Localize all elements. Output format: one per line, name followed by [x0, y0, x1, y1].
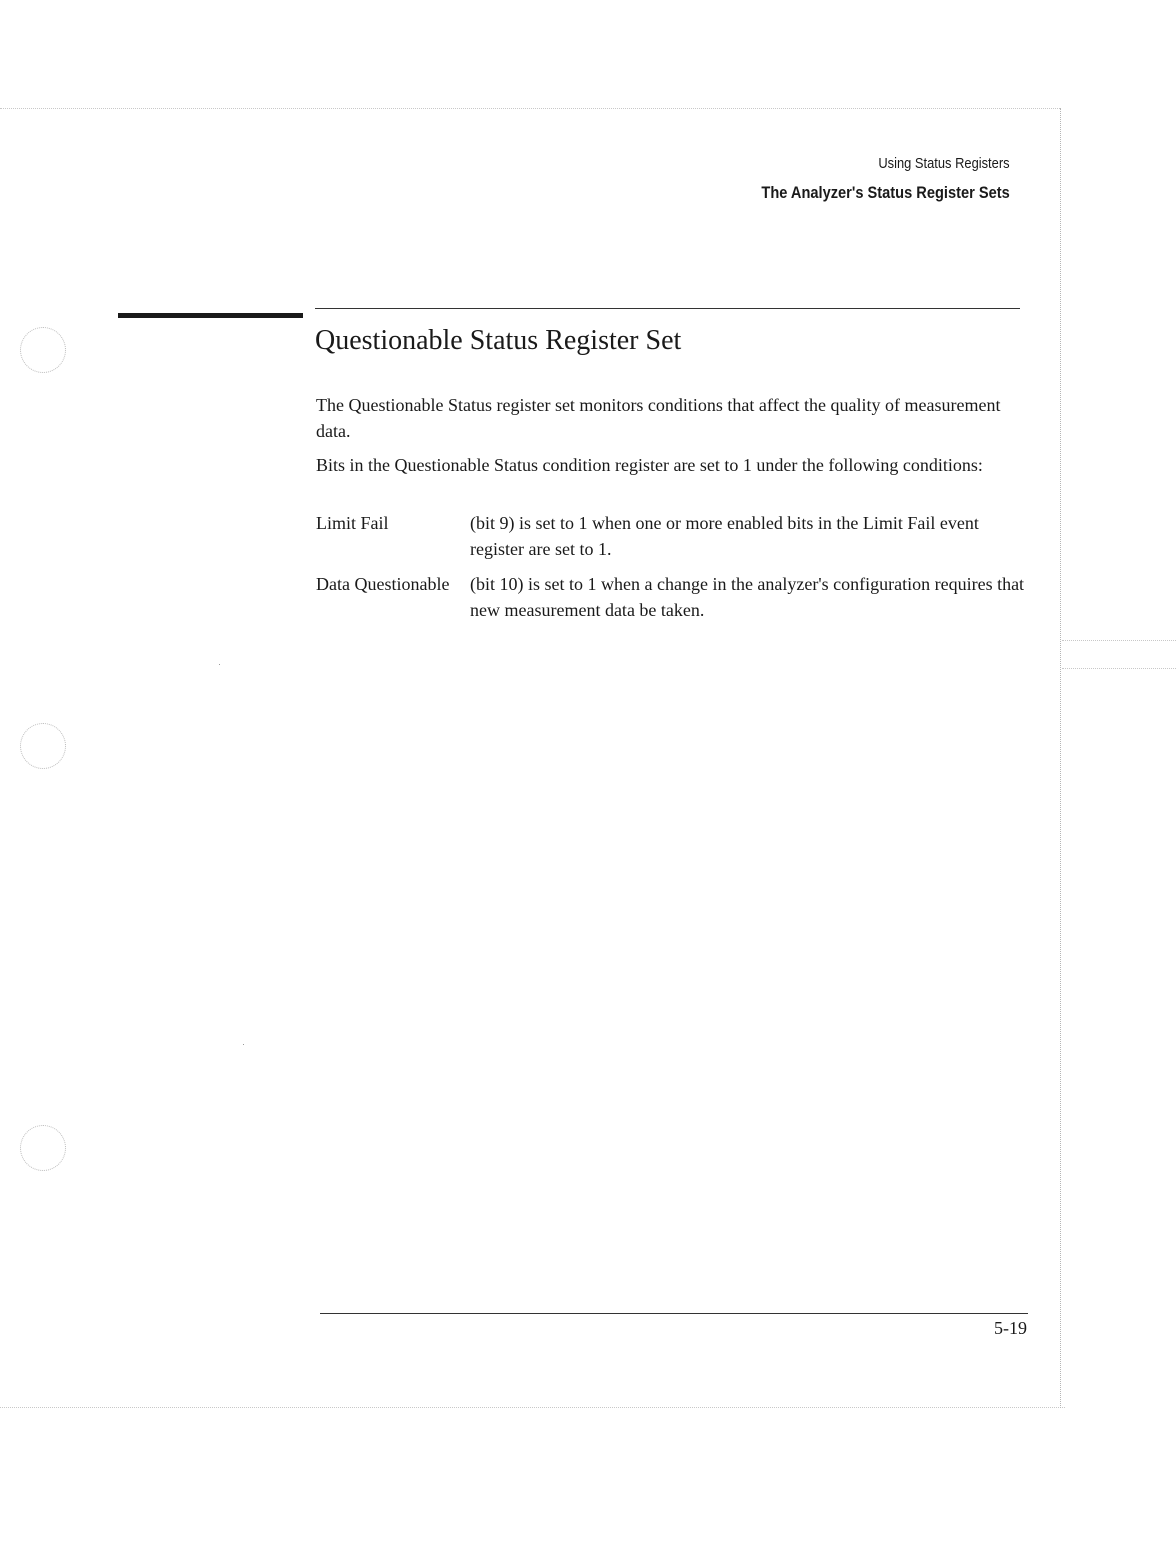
section-title: Questionable Status Register Set [315, 325, 682, 356]
page-bottom-edge [0, 1407, 1065, 1408]
scan-speck [243, 1044, 244, 1045]
definition-term: Limit Fail [316, 513, 389, 533]
binder-hole-middle [20, 723, 66, 769]
section-marker-bar [118, 313, 303, 318]
page-right-edge [1060, 108, 1061, 1408]
section-rule [315, 308, 1020, 309]
body-paragraph: The Questionable Status register set monitors conditions that affect the quality of measurement data. [316, 395, 1001, 441]
running-header-section: The Analyzer's Status Register Sets [761, 183, 1010, 202]
binder-hole-bottom [20, 1125, 66, 1171]
tab-edge-lower [1062, 668, 1176, 669]
scan-speck [219, 664, 220, 665]
footer-rule [320, 1313, 1028, 1314]
body-paragraph: Bits in the Questionable Status condition register are set to 1 under the following conditions: [316, 455, 983, 475]
binder-hole-top [20, 327, 66, 373]
running-header-chapter: Using Status Registers [878, 155, 1010, 172]
definition-description: (bit 10) is set to 1 when a change in the analyzer's configuration requires that new measurement data be taken. [470, 574, 1025, 620]
definition-description: (bit 9) is set to 1 when one or more enabled bits in the Limit Fail event register are set to 1. [470, 513, 979, 559]
tab-edge-upper [1062, 640, 1176, 641]
definition-term: Data Questionable [316, 574, 450, 594]
page-number: 5-19 [994, 1318, 1027, 1338]
page-top-edge [0, 108, 1060, 109]
